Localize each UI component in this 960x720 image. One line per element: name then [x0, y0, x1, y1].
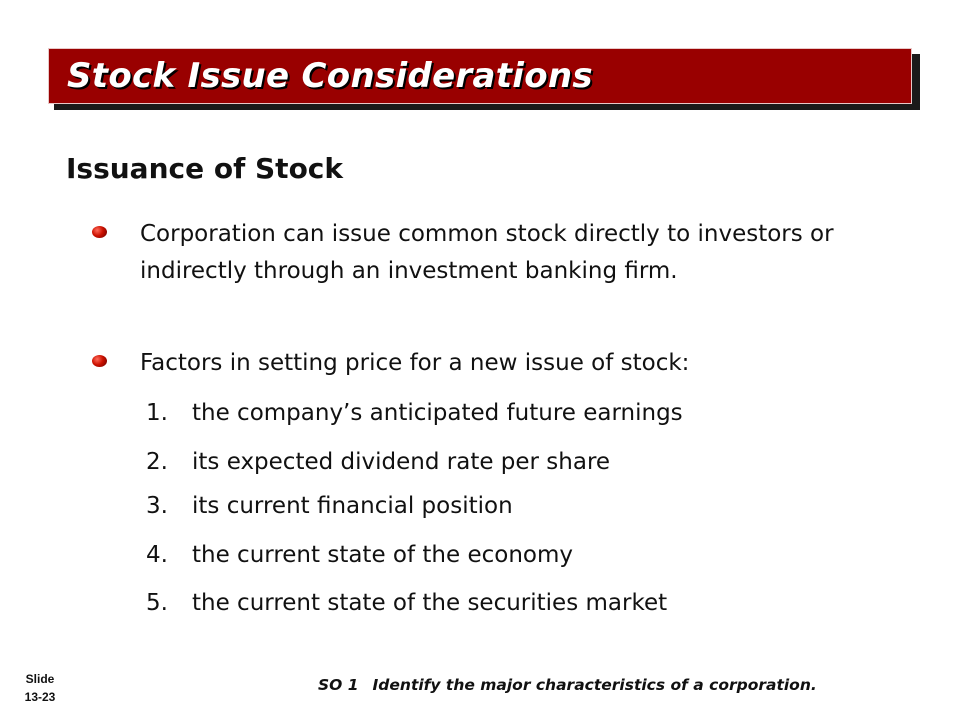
factor-number: 2.: [146, 449, 168, 475]
red-sphere-bullet-icon: [92, 355, 107, 367]
study-objective-text: Identify the major characteristics of a corporation.: [372, 676, 817, 694]
title-bar: [48, 48, 912, 104]
factor-text: the current state of the securities market: [192, 590, 668, 616]
factor-item: [146, 539, 573, 571]
factor-item: [146, 587, 667, 619]
factor-item: [146, 446, 610, 478]
factor-item: [146, 397, 683, 429]
study-objective: [318, 676, 817, 694]
factor-number: 1.: [146, 400, 168, 426]
factor-number: 5.: [146, 590, 168, 616]
bullet-text: Factors in setting price for a new issue of stock:: [140, 350, 690, 376]
factor-text: the company’s anticipated future earnings: [192, 400, 683, 426]
factor-item: [146, 490, 513, 522]
study-objective-code: SO 1: [318, 676, 359, 694]
factor-text: the current state of the economy: [192, 542, 573, 568]
red-sphere-bullet-icon: [92, 226, 107, 238]
factor-number: 3.: [146, 493, 168, 519]
bullet-text: Corporation can issue common stock directly to investors or indirectly through an investment banking firm.: [140, 221, 834, 284]
slide-label: Slide: [25, 672, 55, 686]
slide-number-label: [22, 670, 58, 706]
factor-number: 4.: [146, 542, 168, 568]
factor-text: its current financial position: [192, 493, 513, 519]
factor-text: its expected dividend rate per share: [192, 449, 611, 475]
section-heading: Issuance of Stock: [66, 152, 344, 185]
slide-title: Stock Issue Considerations: [67, 56, 593, 96]
slide-number: 13-23: [24, 690, 56, 704]
